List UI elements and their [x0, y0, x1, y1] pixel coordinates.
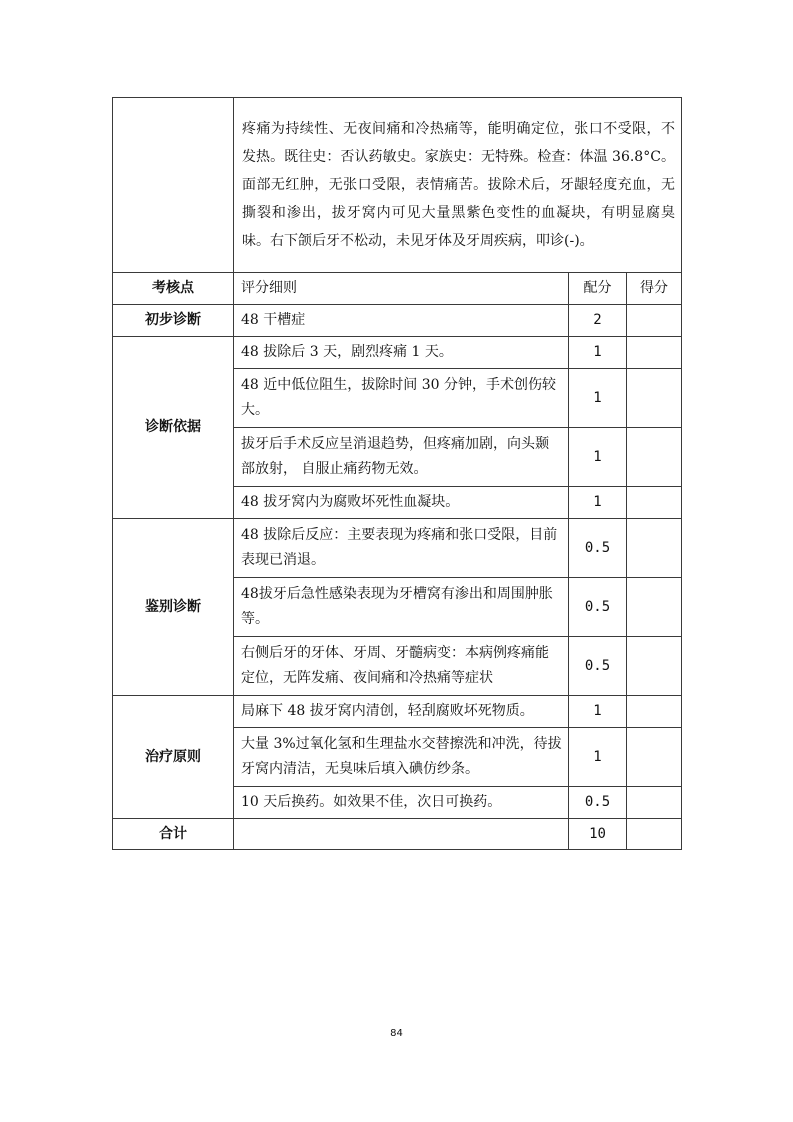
obtained-score-cell: [627, 728, 682, 787]
criterion-score: 0.5: [569, 637, 627, 696]
criterion-text: 48 拔牙窝内为腐败坏死性血凝块。: [234, 487, 569, 519]
section-label-differential-diagnosis: 鉴别诊断: [113, 519, 234, 696]
case-description-spacer: [113, 98, 234, 273]
total-text-cell: [234, 819, 569, 850]
obtained-score-cell: [627, 337, 682, 369]
header-allocated-score: 配分: [569, 273, 627, 305]
section-label-preliminary-diagnosis: 初步诊断: [113, 305, 234, 337]
obtained-score-cell: [627, 519, 682, 578]
total-row: [113, 819, 682, 850]
criterion-score: 1: [569, 369, 627, 428]
total-label: 合计: [113, 819, 234, 850]
criterion-text: 10 天后换药。如效果不佳，次日可换药。: [234, 787, 569, 819]
criterion-score: 1: [569, 696, 627, 728]
criterion-text: 48 拔除后反应：主要表现为疼痛和张口受限，目前表现已消退。: [234, 519, 569, 578]
obtained-score-cell: [627, 787, 682, 819]
page-number: 84: [390, 1028, 403, 1039]
criterion-text: 48 干槽症: [234, 305, 569, 337]
criterion-text: 右侧后牙的牙体、牙周、牙髓病变：本病例疼痛能定位，无阵发痛、夜间痛和冷热痛等症状: [234, 637, 569, 696]
section-label-diagnostic-basis: 诊断依据: [113, 337, 234, 519]
obtained-score-cell: [627, 578, 682, 637]
criterion-text: 拔牙后手术反应呈消退趋势，但疼痛加剧，向头颞部放射， 自服止痛药物无效。: [234, 428, 569, 487]
criterion-text: 48 拔除后 3 天，剧烈疼痛 1 天。: [234, 337, 569, 369]
criterion-text: 48 近中低位阻生，拔除时间 30 分钟，手术创伤较大。: [234, 369, 569, 428]
total-obtained-cell: [627, 819, 682, 850]
header-scoring-rules: 评分细则: [234, 273, 569, 305]
criterion-text: 局麻下 48 拔牙窝内清创，轻刮腐败坏死物质。: [234, 696, 569, 728]
header-row: [113, 273, 682, 305]
table-row: [113, 305, 682, 337]
criterion-score: 0.5: [569, 787, 627, 819]
table-row: [113, 519, 682, 578]
header-obtained-score: 得分: [627, 273, 682, 305]
criterion-score: 1: [569, 487, 627, 519]
criterion-score: 1: [569, 337, 627, 369]
scoring-sheet: [112, 97, 681, 850]
section-label-treatment-principles: 治疗原则: [113, 696, 234, 819]
criterion-text: 大量 3%过氧化氢和生理盐水交替擦洗和冲洗，待拔牙窝内清洁，无臭味后填入碘仿纱条。: [234, 728, 569, 787]
obtained-score-cell: [627, 696, 682, 728]
criterion-score: 1: [569, 728, 627, 787]
criterion-score: 2: [569, 305, 627, 337]
criterion-text: 48拔牙后急性感染表现为牙槽窝有渗出和周围肿胀等。: [234, 578, 569, 637]
obtained-score-cell: [627, 487, 682, 519]
table-row: [113, 337, 682, 369]
table-row: [113, 696, 682, 728]
criterion-score: 1: [569, 428, 627, 487]
total-score: 10: [569, 819, 627, 850]
case-description-row: [113, 98, 682, 273]
criterion-score: 0.5: [569, 519, 627, 578]
obtained-score-cell: [627, 637, 682, 696]
obtained-score-cell: [627, 369, 682, 428]
scoring-table: [112, 97, 682, 850]
criterion-score: 0.5: [569, 578, 627, 637]
obtained-score-cell: [627, 428, 682, 487]
header-assessment-point: 考核点: [113, 273, 234, 305]
obtained-score-cell: [627, 305, 682, 337]
case-description: 疼痛为持续性、无夜间痛和冷热痛等，能明确定位，张口不受限，不发热。既往史：否认药敏史。家族史：无特殊。检查：体温 36.8°C。面部无红肿，无张口受限，表情痛苦。拔除术后，牙龈轻度充血，无撕裂和渗出，拔牙窝内可见大量黑紫色变性的血凝块，有明显腐臭味。右下颌后牙不松动，未见牙体及牙周疾病，叩诊(-)。: [234, 98, 682, 273]
